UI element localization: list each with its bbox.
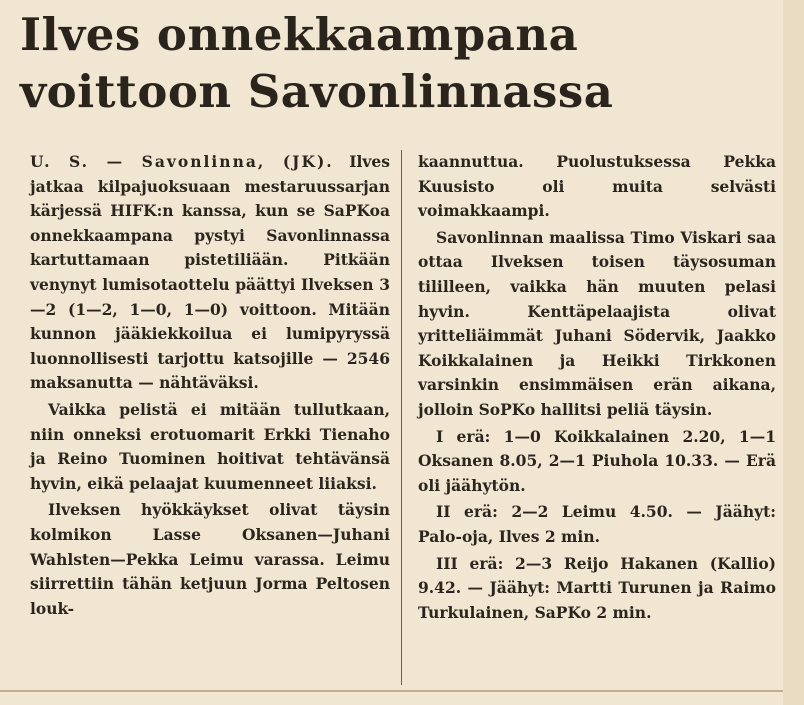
paragraph-3: Ilveksen hyökkäykset olivat täysin kolmikon Lasse Oksanen—Juhani Wahlsten—Pekka Leimu varassa. Leimu siirrettiin tähän ketjuun Jorma Peltosen louk-	[30, 500, 390, 618]
dateline: U. S. — Savonlinna, (JK).	[30, 152, 334, 171]
column-rule	[401, 150, 402, 685]
paragraph-4: Savonlinnan maalissa Timo Viskari saa ottaa Ilveksen toisen täysosuman tililleen, vaikka hän muuten pelasi hyvin. Kenttäpelaajista olivat yritteliäimmät Juhani Södervik, Jaakko Koikkalainen ja Heikki Tirkkonen varsinkin ensimmäisen erän aikana, jolloin SoPKo hallitsi peliä täysin.	[418, 227, 776, 419]
paragraph-1: Ilves jatkaa kilpajuoksuaan mestaruussarjan kärjessä HIFK:n kanssa, kun se SaPKoa onnekkaampana pystyi Savonlinnassa kartuttamaan pistetiliään. Pitkään venynyt lumisotaottelu päättyi Ilveksen 3—2 (1—2, 1—0, 1—0) voittoon. Mitään kunnon jääkiekkoilua ei lumipyryssä luonnollisesti tarjottu katsojille — 2546 maksanutta — nähtäväksi.	[30, 152, 390, 393]
paragraph-7: III erä: 2—3 Reijo Hakanen (Kallio) 9.42. — Jäähyt: Martti Turunen ja Raimo Turkulainen, SaPKo 2 min.	[418, 553, 776, 622]
page-edge	[783, 0, 804, 705]
paragraph-2: Vaikka pelistä ei mitään tullutkaan, niin onneksi erotuomarit Erkki Tienaho ja Reino Tuominen hoitivat tehtävänsä hyvin, eikä pelaajat kuumenneet liiaksi.	[30, 399, 390, 493]
headline-line-2: voittoon Savonlinnassa	[20, 65, 614, 118]
article-column-left	[30, 150, 390, 621]
bottom-edge	[0, 690, 783, 692]
dateline-paragraph	[30, 150, 390, 396]
paragraph-3-continued: kaannuttua. Puolustuksessa Pekka Kuusisto oli muita selvästi voimakkaampi.	[418, 152, 776, 221]
article-headline	[20, 6, 640, 120]
article-column-right	[418, 150, 776, 625]
headline-line-1: Ilves onnekkaampana	[20, 8, 579, 61]
paragraph-5: I erä: 1—0 Koikkalainen 2.20, 1—1 Oksanen 8.05, 2—1 Piuhola 10.33. — Erä oli jäähytön.	[418, 426, 776, 495]
paragraph-6: II erä: 2—2 Leimu 4.50. — Jäähyt: Palo-oja, Ilves 2 min.	[418, 502, 776, 546]
